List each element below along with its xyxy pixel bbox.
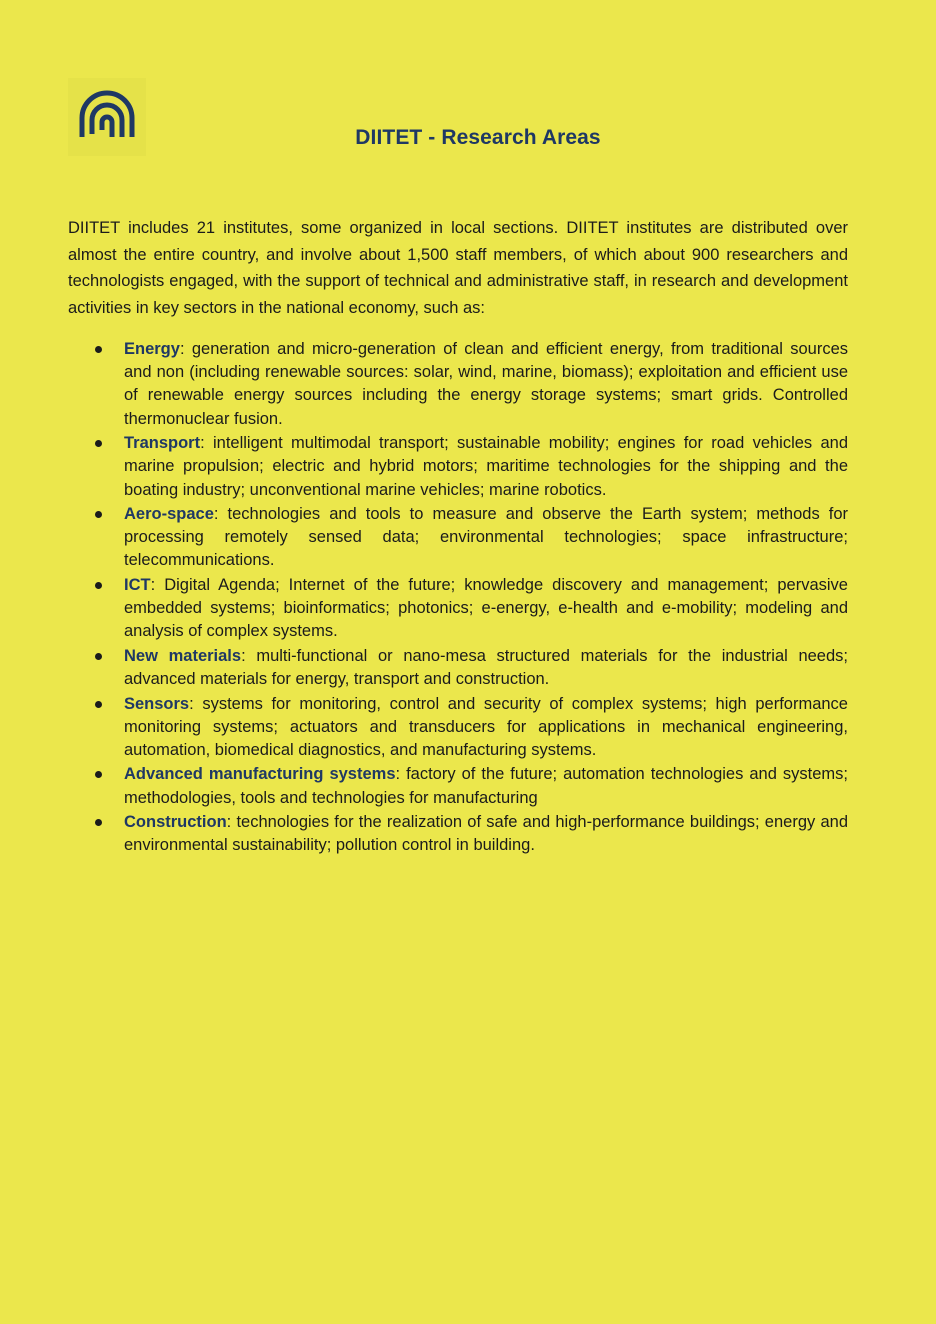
bullet-icon xyxy=(95,771,102,778)
area-description: : multi-functional or nano-mesa structured materials for the industrial needs; advanced materials for energy, transport and construction. xyxy=(124,646,848,689)
area-description: : intelligent multimodal transport; sustainable mobility; engines for road vehicles and marine propulsion; electric and hybrid motors; maritime technologies for the shipping and the boating industry; unconventional marine vehicles; marine robotics. xyxy=(124,434,848,499)
intro-paragraph: DIITET includes 21 institutes, some organized in local sections. DIITET institutes are distributed over almost the entire country, and involve about 1,500 staff members, of which about 900 researchers and technologists engaged, with the support of technical and administrative staff, in research and development activities in key sectors in the national economy, such as: xyxy=(68,219,848,317)
list-item-new-materials xyxy=(124,645,848,691)
bullet-icon xyxy=(95,653,102,660)
list-item-energy xyxy=(124,338,848,431)
bullet-icon xyxy=(95,819,102,826)
area-description: : factory of the future; automation technologies and systems; methodologies, tools and technologies for manufacturing xyxy=(124,765,848,807)
area-description: : generation and micro-generation of clean and efficient energy, from traditional sources and non (including renewable sources: solar, wind, marine, biomass); exploitation and efficient use of renewable energy sources including the energy storage systems; smart grids. Controlled thermonuclear fusion. xyxy=(124,340,848,428)
bullet-icon xyxy=(95,440,102,447)
area-name: Aero-space xyxy=(124,505,214,524)
page-title: DIITET - Research Areas xyxy=(355,126,601,149)
area-name: Advanced manufacturing systems xyxy=(124,765,396,784)
list-item-ict xyxy=(124,574,848,644)
area-description: : technologies for the realization of safe and high-performance buildings; energy and environmental sustainability; pollution control in building. xyxy=(124,813,848,855)
area-description: : technologies and tools to measure and observe the Earth system; methods for processing remotely sensed data; environmental technologies; space infrastructure; telecommunications. xyxy=(124,505,848,570)
list-item-construction xyxy=(124,811,848,857)
list-item-aero-space xyxy=(124,503,848,573)
list-item-transport xyxy=(124,432,848,502)
bullet-icon xyxy=(95,511,102,518)
area-name: Transport xyxy=(124,434,201,453)
list-item-advanced-manufacturing xyxy=(124,763,848,809)
bullet-icon xyxy=(95,582,102,589)
bullet-icon xyxy=(95,346,102,353)
area-name: Sensors xyxy=(124,694,190,713)
area-name: New materials xyxy=(124,646,242,665)
area-name: Energy xyxy=(124,340,180,358)
research-areas-list xyxy=(124,338,848,859)
area-description: : systems for monitoring, control and security of complex systems; high performance monitoring systems; actuators and transducers for applications in mechanical engineering, automation, biomedical diagnostics, and manufacturing systems. xyxy=(124,694,848,759)
list-item-sensors xyxy=(124,693,848,763)
area-description: : Digital Agenda; Internet of the future; knowledge discovery and management; pervasive embedded systems; bioinformatics; photonics; e-energy, e-health and e-mobility; modeling and analysis of complex systems. xyxy=(124,575,848,641)
area-name: ICT xyxy=(124,575,151,594)
area-name: Construction xyxy=(124,813,227,832)
bullet-icon xyxy=(95,701,102,708)
